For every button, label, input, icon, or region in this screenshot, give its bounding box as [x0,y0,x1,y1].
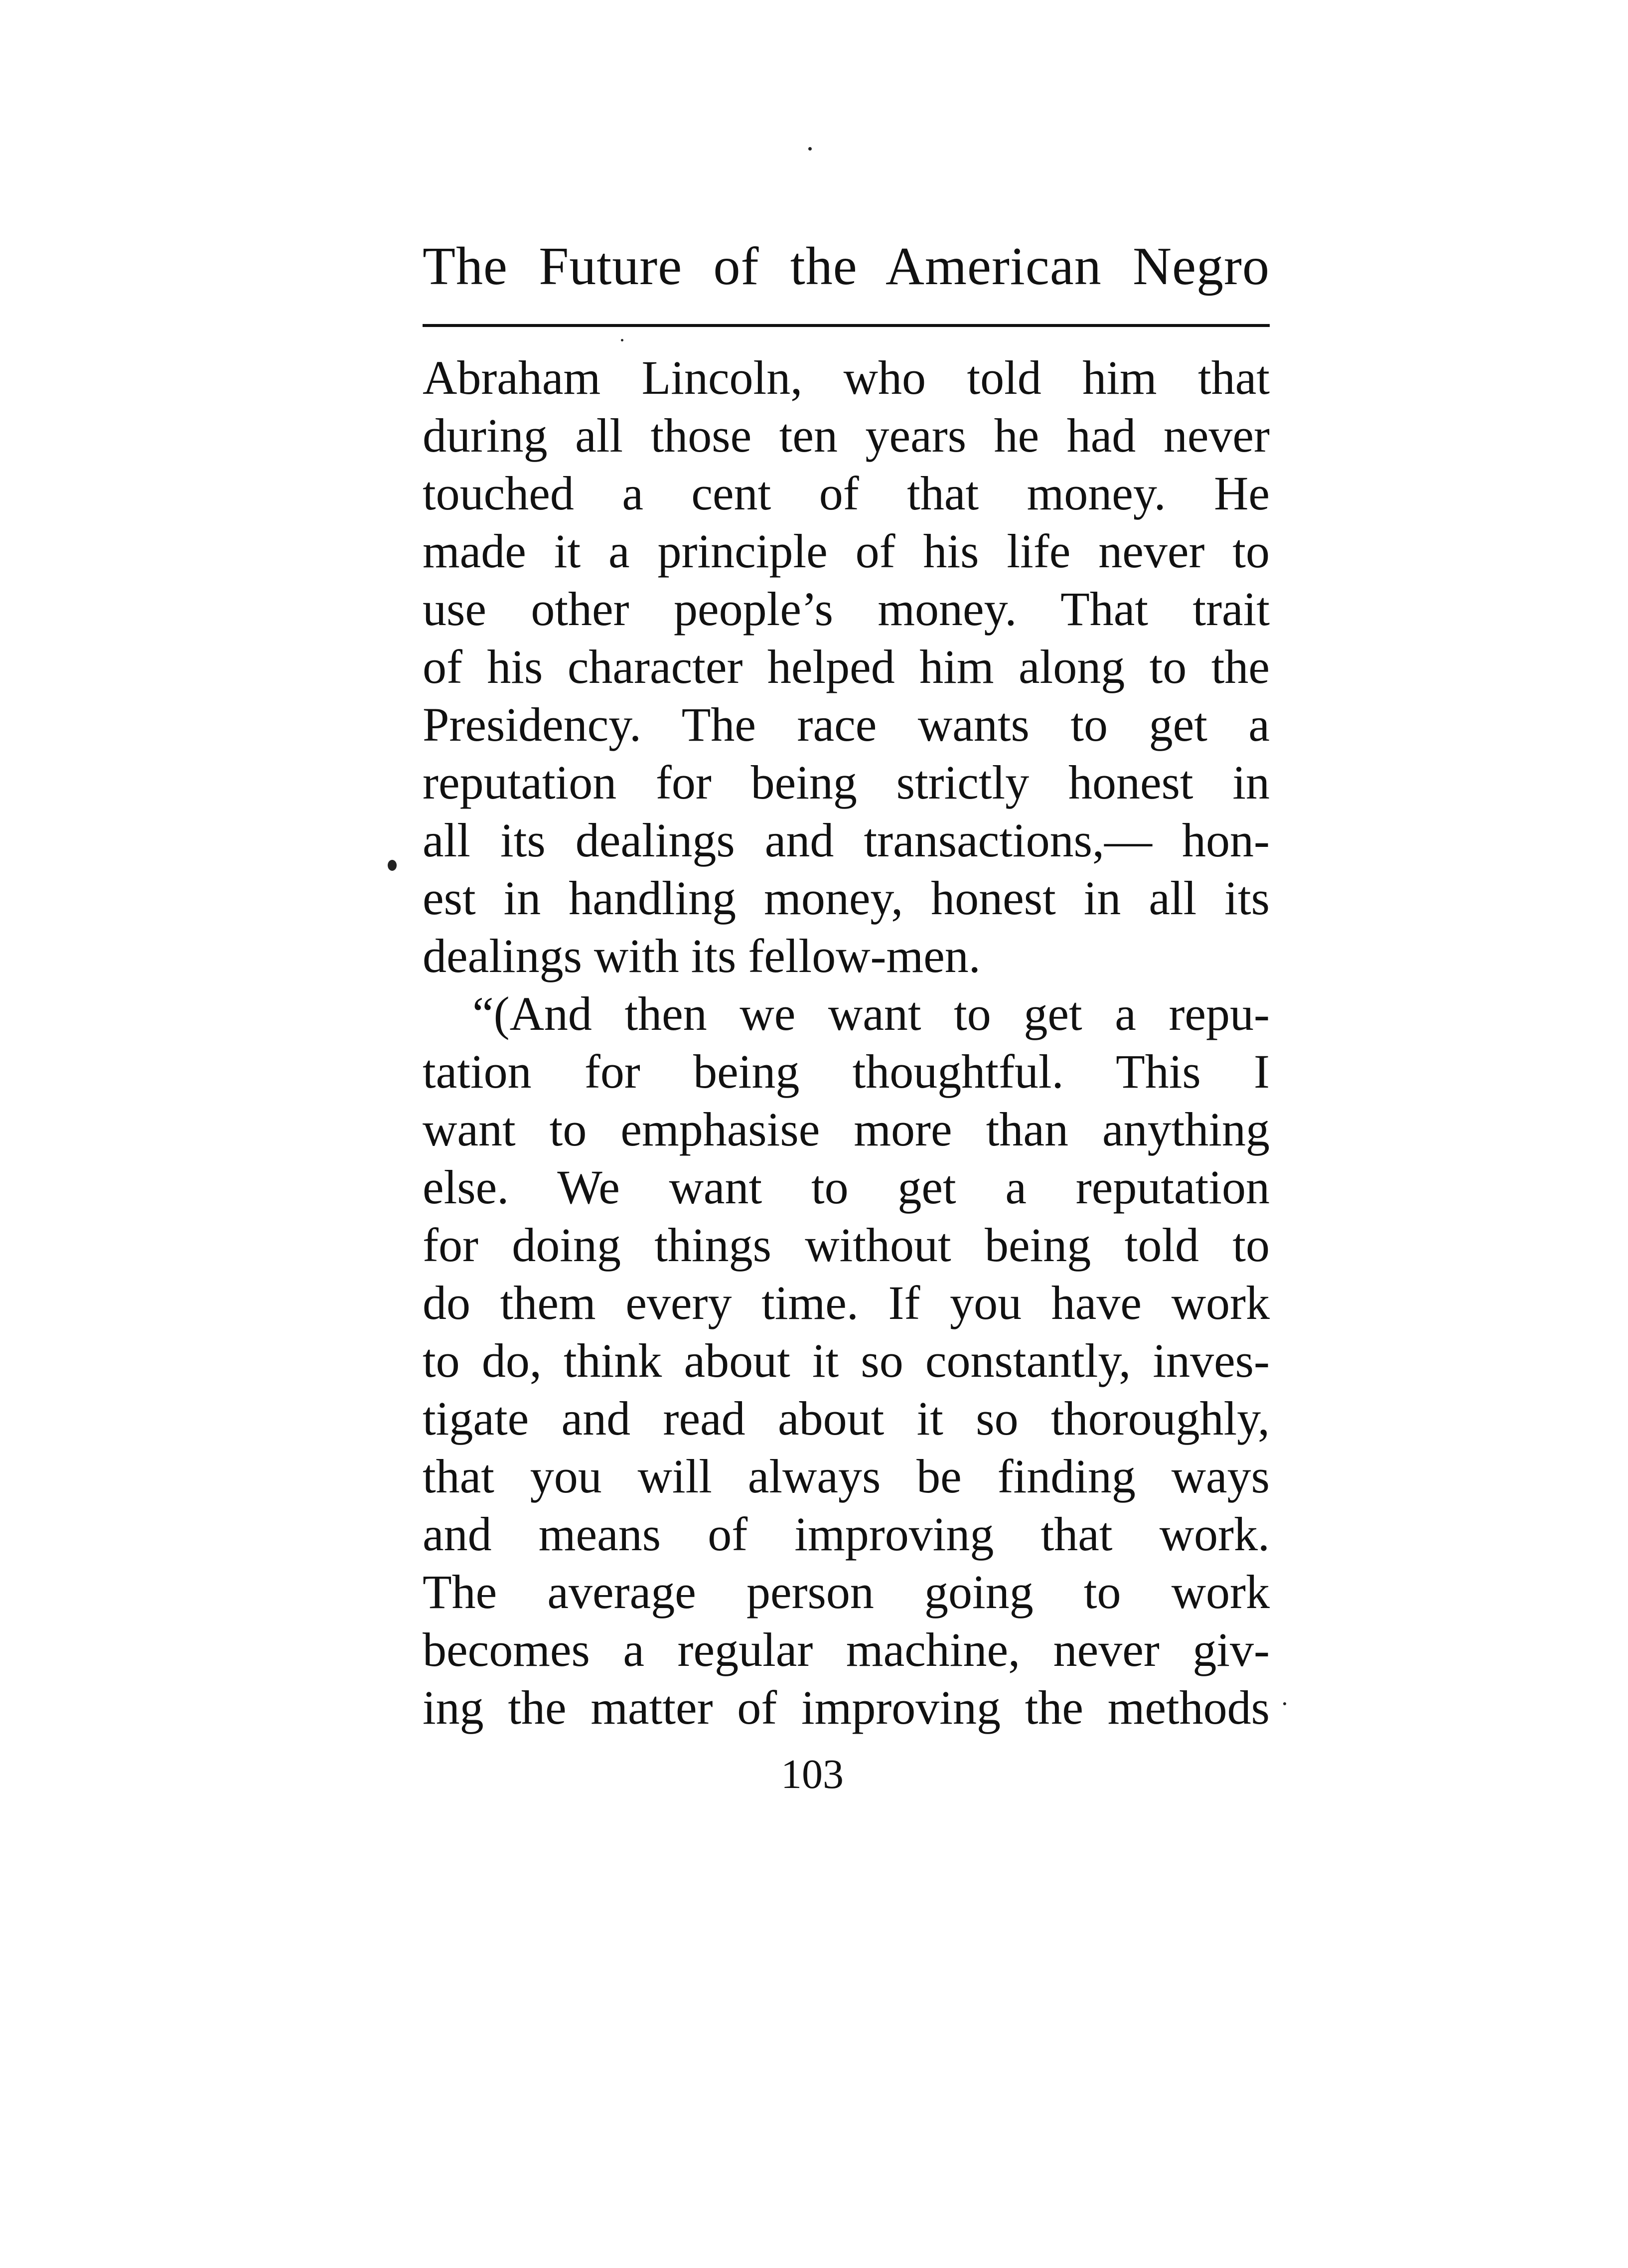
text-line: all its dealings and transactions,— hon- [423,813,1270,867]
text-line: want to emphasise more than anything [423,1103,1270,1156]
text-line: during all those ten years he had never [423,409,1270,462]
text-line: made it a principle of his life never to [423,524,1270,578]
text-line: reputation for being strictly honest in [423,756,1270,809]
text-line: tation for being thoughtful. This I [423,1045,1270,1098]
margin-ink-mark [388,860,397,871]
text-line: becomes a regular machine, never giv- [423,1623,1270,1676]
text-line: else. We want to get a reputation [423,1160,1270,1214]
text-line: and means of improving that work. [423,1507,1270,1561]
header-rule [423,324,1270,327]
text-line: touched a cent of that money. He [423,467,1270,520]
page-number: 103 [781,1751,844,1797]
text-line: tigate and read about it so thoroughly, [423,1392,1270,1445]
text-line: Abraham Lincoln, who told him that [423,351,1270,404]
text-line: The average person going to work [423,1565,1270,1619]
ink-speck [808,147,812,151]
running-head: The Future of the American Negro [423,237,1270,296]
text-line: use other people’s money. That trait [423,582,1270,636]
ink-speck [1283,1702,1286,1705]
text-line: to do, think about it so constantly, inves- [423,1334,1270,1387]
text-line: est in handling money, honest in all its [423,871,1270,925]
text-line: of his character helped him along to the [423,640,1270,693]
text-line: Presidency. The race wants to get a [423,698,1270,751]
text-line: for doing things without being told to [423,1218,1270,1272]
text-line: ing the matter of improving the methods [423,1681,1270,1734]
text-line: dealings with its fellow-men. [423,929,981,982]
ink-speck [621,339,623,341]
text-line: do them every time. If you have work [423,1276,1270,1329]
text-line: that you will always be finding ways [423,1450,1270,1503]
body-text [423,349,1270,1737]
text-line: “(And then we want to get a repu- [472,987,1270,1040]
